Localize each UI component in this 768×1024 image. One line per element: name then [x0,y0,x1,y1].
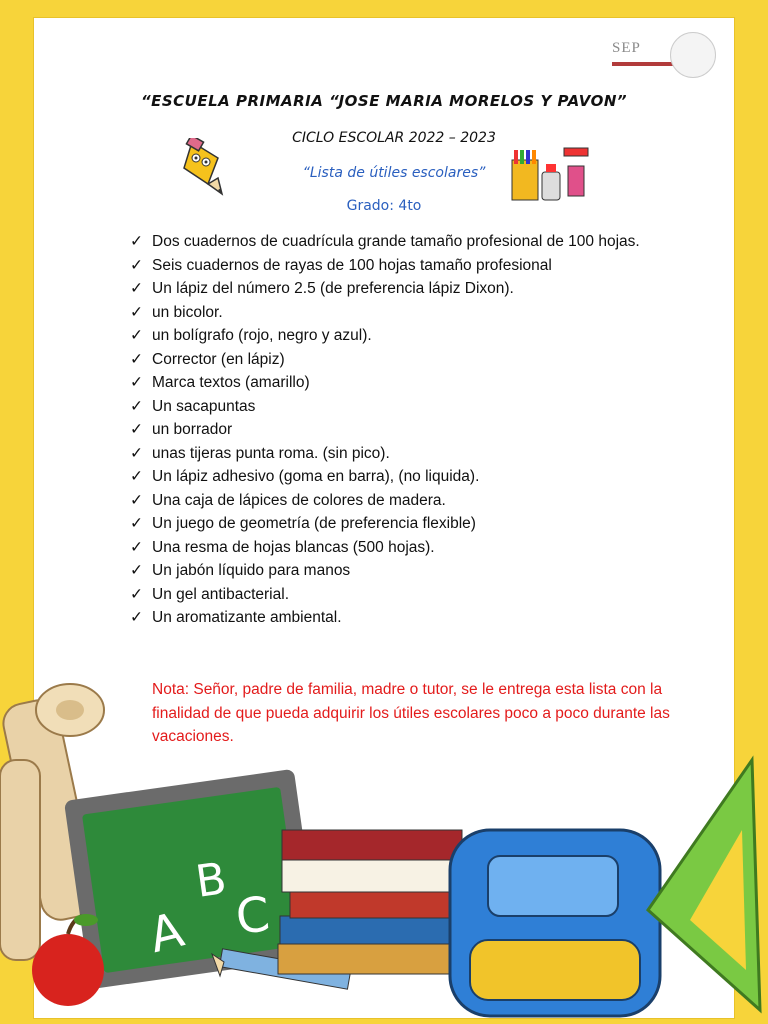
checkmark-icon: ✓ [130,374,143,391]
list-item-text: Un lápiz adhesivo (goma en barra), (no liquida). [152,468,480,485]
list-item-text: Una resma de hojas blancas (500 hojas). [152,538,435,556]
list-item-text: Un sacapuntas [152,397,256,415]
checkmark-icon: ✓ [130,538,143,556]
list-item [130,442,670,466]
list-item [130,230,670,254]
mexico-seal-icon [670,32,716,78]
sep-logo-text: SEP [612,40,641,56]
list-item-text: unas tijeras punta roma. (sin pico). [152,444,390,462]
pencil-character-icon [178,138,236,200]
list-item [130,395,670,419]
list-item-text: Dos cuadernos de cuadrícula grande tamaño profesional de 100 hojas. [152,233,640,250]
school-scene-illustration [0,670,768,1024]
school-cycle: CICLO ESCOLAR 2022 – 2023 [292,130,496,146]
list-item [130,559,670,583]
list-item-text: Seis cuadernos de rayas de 100 hojas tamaño profesional [152,256,552,274]
checkmark-icon: ✓ [130,585,143,603]
note-text: Nota: Señor, padre de familia, madre o tutor, se le entrega esta lista con la finalidad de que pueda adquirir los útiles escolares poco a poco durante las vacaciones. [152,681,670,745]
checkmark-icon: ✓ [130,609,143,626]
list-item-text: un bicolor. [152,303,223,321]
checkmark-icon: ✓ [130,562,143,579]
chalkboard-letter-c: C [233,886,273,946]
list-item [130,536,670,560]
list-item-text: un bolígrafo (rojo, negro y azul). [152,327,372,344]
checkmark-icon: ✓ [130,327,143,344]
list-item-text: Una caja de lápices de colores de madera. [152,491,446,509]
chalkboard-letter-b: B [192,853,230,908]
list-item [130,606,670,630]
checkmark-icon: ✓ [130,350,143,368]
chalkboard-letter-a: A [143,901,190,965]
checkmark-icon: ✓ [130,280,143,297]
triangle-ruler-icon [648,760,760,1010]
list-item-text: Corrector (en lápiz) [152,350,285,368]
list-item-text: Un jabón líquido para manos [152,562,351,579]
list-item [130,277,670,301]
list-item [130,583,670,607]
list-item [130,418,670,442]
checkmark-icon: ✓ [130,515,143,532]
checkmark-icon: ✓ [130,468,143,485]
list-item [130,512,670,536]
checkmark-icon: ✓ [130,444,143,462]
checkmark-icon: ✓ [130,303,143,321]
list-item-text: Un gel antibacterial. [152,585,289,603]
backpack-icon [450,830,660,1016]
list-item [130,371,670,395]
list-item [130,254,670,278]
list-item [130,348,670,372]
list-item [130,324,670,348]
checkmark-icon: ✓ [130,233,143,250]
list-item [130,465,670,489]
school-name: “ESCUELA PRIMARIA “JOSE MARIA MORELOS Y PAVON” [140,92,628,110]
list-title: “Lista de útiles escolares” [302,165,486,181]
checkmark-icon: ✓ [130,421,143,438]
list-item-text: Un aromatizante ambiental. [152,609,342,626]
list-item-text: Un lápiz del número 2.5 (de preferencia lápiz Dixon). [152,280,514,297]
list-item [130,489,670,513]
checkmark-icon: ✓ [130,491,143,509]
checkmark-icon: ✓ [130,256,143,274]
school-supplies-icon [510,146,590,204]
list-item-text: Un juego de geometría (de preferencia flexible) [152,515,476,532]
list-item-text: un borrador [152,421,233,438]
grade-label: Grado: 4to [346,198,422,214]
list-item [130,301,670,325]
supplies-list [130,230,670,630]
checkmark-icon: ✓ [130,397,143,415]
list-item-text: Marca textos (amarillo) [152,374,310,391]
